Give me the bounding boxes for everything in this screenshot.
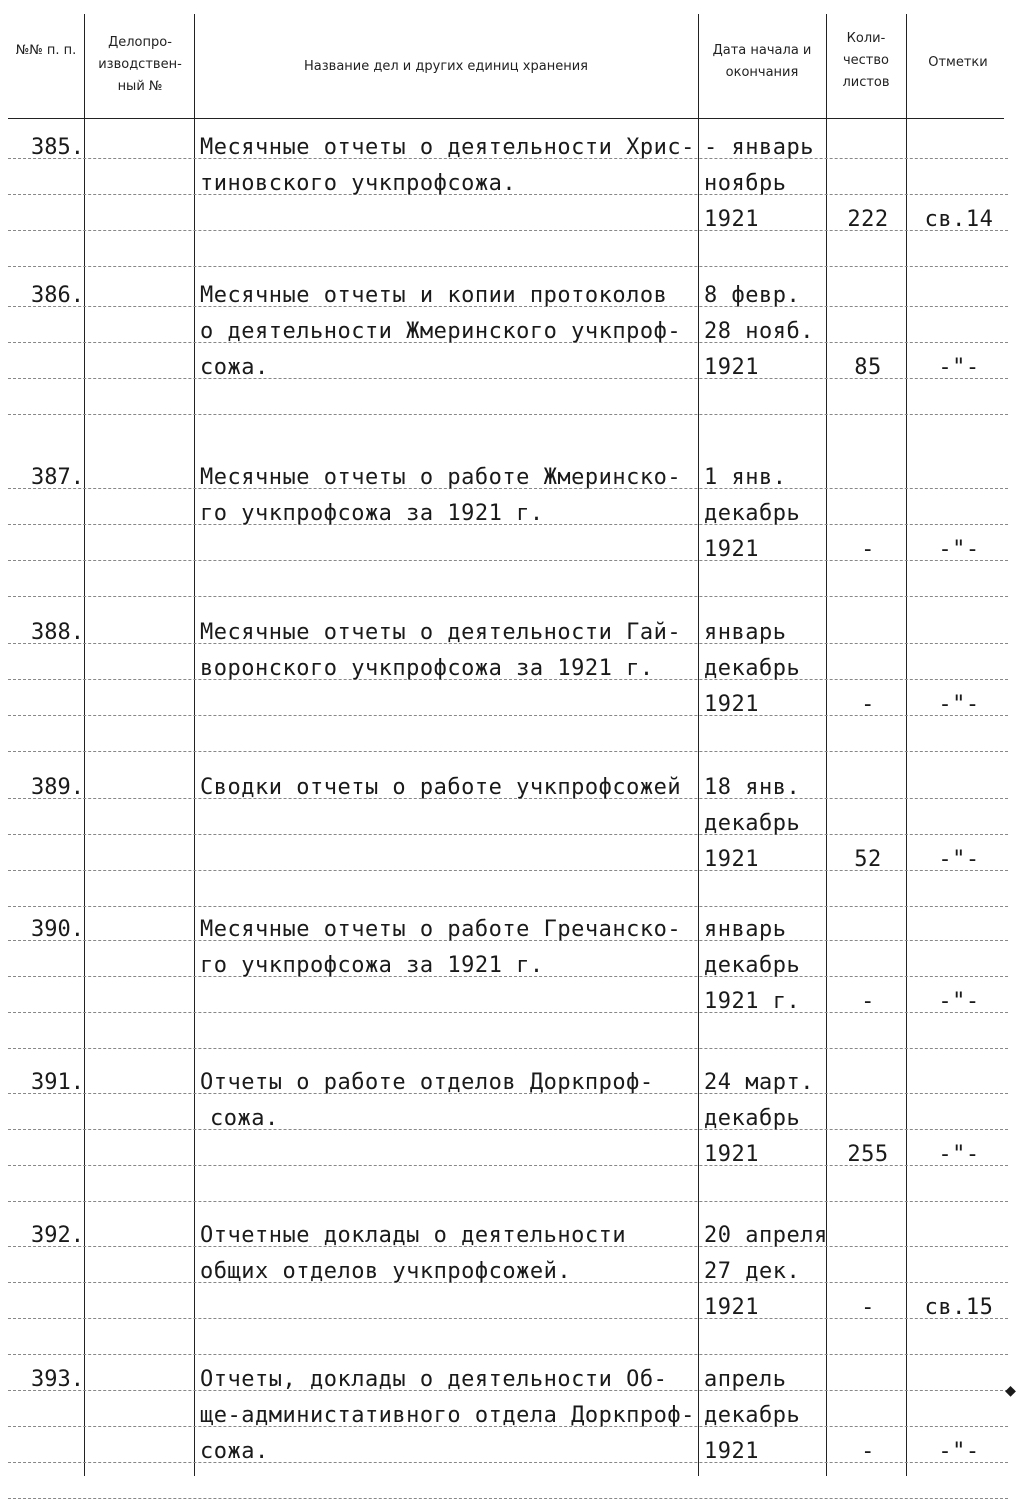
date-line: 20 апреля xyxy=(704,1223,828,1248)
date-line: - январь xyxy=(704,135,814,160)
notes-value: -"- xyxy=(938,537,980,562)
date-line: 1921 г. xyxy=(704,989,801,1014)
date-line: 1921 xyxy=(704,1295,759,1320)
row-number: 385. xyxy=(31,135,84,160)
column-divider xyxy=(826,14,827,1476)
column-divider xyxy=(906,14,907,1476)
row-number: 386. xyxy=(31,283,84,308)
date-line: 24 март. xyxy=(704,1070,814,1095)
title-line: Отчеты о работе отделов Доркпроф- xyxy=(200,1070,654,1095)
row-rule xyxy=(8,1129,1008,1130)
notes-value: -"- xyxy=(938,355,980,380)
date-line: 1921 xyxy=(704,692,759,717)
date-line: 18 янв. xyxy=(704,775,801,800)
column-divider xyxy=(194,14,195,1476)
row-rule xyxy=(8,1354,1008,1355)
sheet-count: - xyxy=(861,989,875,1014)
title-line: сожа. xyxy=(210,1106,279,1131)
sheet-count: - xyxy=(861,1295,875,1320)
title-line: о деятельности Жмеринского учкпроф- xyxy=(200,319,682,344)
column-divider xyxy=(698,14,699,1476)
header-col-title: Название дел и других единиц хранения xyxy=(304,59,588,74)
title-line: общих отделов учкпрофсожей. xyxy=(200,1259,572,1284)
date-line: 8 февр. xyxy=(704,283,801,308)
title-line: Месячные отчеты и копии протоколов xyxy=(200,283,668,308)
date-line: январь xyxy=(704,917,787,942)
title-line: воронского учкпрофсожа за 1921 г. xyxy=(200,656,654,681)
column-divider xyxy=(84,14,85,1476)
header-col-num: №№ п. п. xyxy=(15,43,77,58)
date-line: декабрь xyxy=(704,953,801,978)
row-rule xyxy=(8,1201,1008,1202)
row-rule xyxy=(8,414,1008,415)
sheet-count: 222 xyxy=(847,207,889,232)
title-line: сожа. xyxy=(200,1439,269,1464)
date-line: декабрь xyxy=(704,501,801,526)
title-line: сожа. xyxy=(200,355,269,380)
sheet-count: 85 xyxy=(854,355,882,380)
row-number: 390. xyxy=(31,917,84,942)
sheet-count: - xyxy=(861,537,875,562)
notes-value: -"- xyxy=(938,847,980,872)
notes-value: -"- xyxy=(938,1142,980,1167)
date-line: 1 янв. xyxy=(704,465,787,490)
date-line: апрель xyxy=(704,1367,787,1392)
header-col-sheets: Коли- чество листов xyxy=(842,31,890,90)
header-rule xyxy=(8,118,1004,119)
title-line: Сводки отчеты о работе учкпрофсожей xyxy=(200,775,682,800)
notes-value: св.15 xyxy=(924,1295,994,1320)
header-col-notes: Отметки xyxy=(928,55,988,70)
date-line: 1921 xyxy=(704,847,759,872)
date-line: декабрь xyxy=(704,811,801,836)
date-line: ноябрь xyxy=(704,171,787,196)
date-line: 1921 xyxy=(704,537,759,562)
date-line: декабрь xyxy=(704,1403,801,1428)
date-line: 1921 xyxy=(704,1439,759,1464)
row-number: 392. xyxy=(31,1223,84,1248)
title-line: ще-администативного отдела Доркпроф- xyxy=(200,1403,695,1428)
row-rule xyxy=(8,1048,1008,1049)
notes-value: св.14 xyxy=(924,207,994,232)
row-rule xyxy=(8,751,1008,752)
date-line: 28 нояб. xyxy=(704,319,814,344)
date-line: 1921 xyxy=(704,1142,759,1167)
sheet-count: - xyxy=(861,692,875,717)
date-line: декабрь xyxy=(704,656,801,681)
sheet-count: - xyxy=(861,1439,875,1464)
title-line: Месячные отчеты о работе Жмеринско- xyxy=(200,465,682,490)
date-line: 27 дек. xyxy=(704,1259,801,1284)
date-line: 1921 xyxy=(704,207,759,232)
row-rule xyxy=(8,596,1008,597)
title-line: Месячные отчеты о деятельности Гай- xyxy=(200,620,682,645)
date-line: январь xyxy=(704,620,787,645)
sheet-count: 52 xyxy=(854,847,882,872)
date-line: декабрь xyxy=(704,1106,801,1131)
sheet-count: 255 xyxy=(847,1142,889,1167)
title-line: Отчетные доклады о деятельности xyxy=(200,1223,627,1248)
title-line: Месячные отчеты о деятельности Хрис- xyxy=(200,135,695,160)
row-rule xyxy=(8,266,1008,267)
title-line: Отчеты, доклады о деятельности Об- xyxy=(200,1367,668,1392)
title-line: го учкпрофсожа за 1921 г. xyxy=(200,501,544,526)
notes-value: -"- xyxy=(938,989,980,1014)
notes-value: -"- xyxy=(938,692,980,717)
row-rule xyxy=(8,906,1008,907)
row-number: 388. xyxy=(31,620,84,645)
notes-value: -"- xyxy=(938,1439,980,1464)
row-rule xyxy=(8,834,1008,835)
row-number: 389. xyxy=(31,775,84,800)
row-number: 387. xyxy=(31,465,84,490)
title-line: го учкпрофсожа за 1921 г. xyxy=(200,953,544,978)
diamond-marker: ◆ xyxy=(1005,1380,1016,1401)
row-number: 393. xyxy=(31,1367,84,1392)
date-line: 1921 xyxy=(704,355,759,380)
title-line: тиновского учкпрофсожа. xyxy=(200,171,517,196)
header-col-office: Делопро- изводствен- ный № xyxy=(98,35,182,94)
header-col-dates: Дата начала и окончания xyxy=(712,43,812,80)
row-number: 391. xyxy=(31,1070,84,1095)
title-line: Месячные отчеты о работе Гречанско- xyxy=(200,917,682,942)
